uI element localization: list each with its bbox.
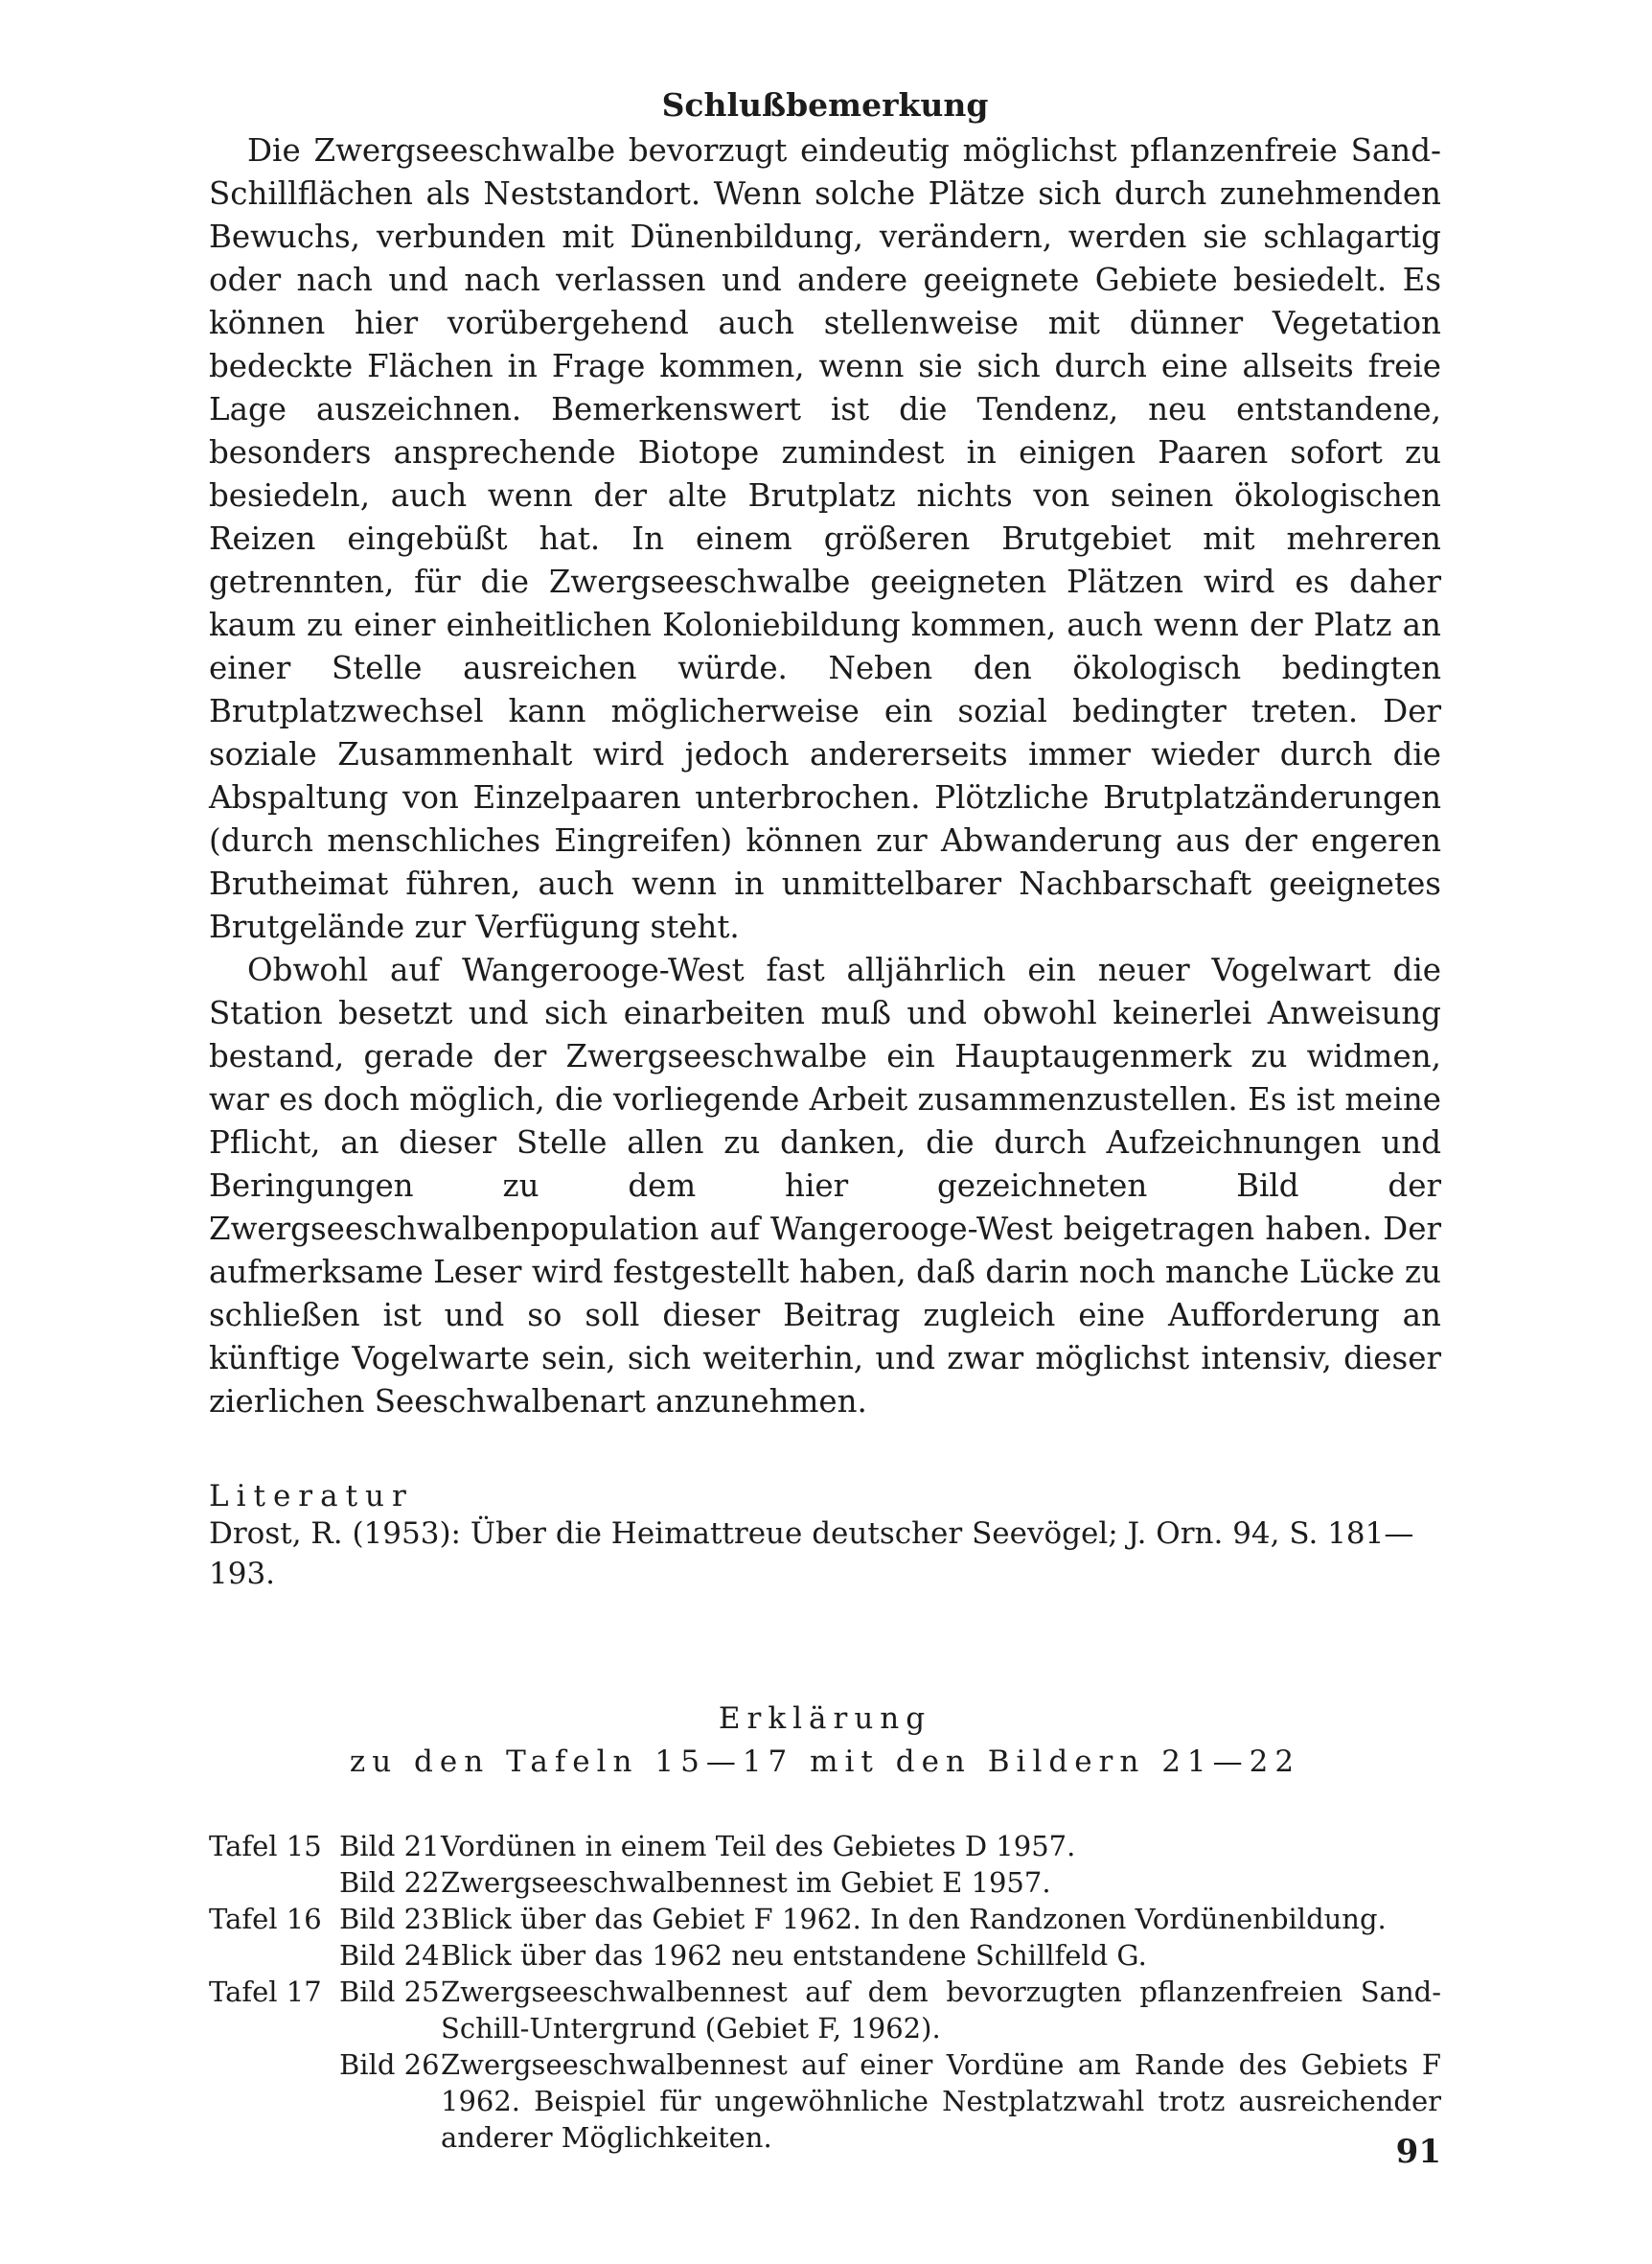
image-caption: Blick über das Gebiet F 1962. In den Randzonen Vordünenbildung.: [441, 1903, 1387, 1935]
plates-table: [209, 1828, 1441, 2156]
plate-row: [209, 1864, 1441, 1901]
page-body: [209, 86, 1441, 2156]
literature-entry: Drost, R. (1953): Über die Heimattreue deutscher Seevögel; J. Orn. 94, S. 181—193.: [209, 1516, 1414, 1591]
plate-label: [209, 2046, 339, 2156]
plate-row: [209, 1901, 1441, 1937]
explanation-heading: [209, 1698, 1441, 1784]
plate-label: Tafel 15: [209, 1830, 322, 1862]
section-heading: Schlußbemerkung: [661, 86, 989, 124]
image-label: Bild 25: [339, 1975, 440, 2008]
paragraph-conclusion: Die Zwergseeschwalbe bevorzugt eindeutig möglichst pflanzenfreie Sand-Schillflächen als Neststandort. Wenn solche Plätze sich durch zunehmenden Bewuchs, verbunden mit Dünenbildung, verändern, werden sie schlagartig oder nach und nach verlassen und andere geeignete Gebiete besiedelt. Es können hier vorübergehend auch stellenweise mit dünner Vegetation bedeckte Flächen in Frage kommen, wenn sie sich durch eine allseits freie Lage auszeichnen. Bemerkenswert ist die Tendenz, neu entstandene, besonders ansprechende Biotope zumindest in einigen Paaren sofort zu besiedeln, auch wenn der alte Brutplatz nichts von seinen ökologischen Reizen eingebüßt hat. In einem größeren Brutgebiet mit mehreren getrennten, für die Zwergseeschwalbe geeigneten Plätzen wird es daher kaum zu einer einheitlichen Koloniebildung kommen, auch wenn der Platz an einer Stelle ausreichen würde. Neben den ökologisch bedingten Brutplatzwechsel kann möglicherweise ein sozial bedingter treten. Der soziale Zusammenhalt wird jedoch andererseits immer wieder durch die Abspaltung von Einzelpaaren unterbrochen. Plötzliche Brutplatzänderungen (durch menschliches Eingreifen) können zur Abwanderung aus der engeren Brutheimat führen, auch wenn in unmittelbarer Nachbarschaft geeignetes Brutgelände zur Verfügung steht.: [209, 132, 1441, 945]
explanation-title: Erklärung: [718, 1701, 932, 1736]
plate-label: Tafel 16: [209, 1903, 322, 1935]
plate-row: [209, 2046, 1441, 2156]
plate-label: [209, 1864, 339, 1901]
literature-heading: Literatur: [209, 1479, 414, 1513]
paragraph-acknowledgement: Obwohl auf Wangerooge-West fast alljährlich ein neuer Vogelwart die Station besetzt und sich einarbeiten muß und obwohl keinerlei Anweisung bestand, gerade der Zwergseeschwalbe ein Hauptaugenmerk zu widmen, war es doch möglich, die vorliegende Arbeit zusammenzustellen. Es ist meine Pflicht, an dieser Stelle allen zu danken, die durch Aufzeichnungen und Beringungen zu dem hier gezeichneten Bild der Zwergseeschwalbenpopulation auf Wangerooge-West beigetragen haben. Der aufmerksame Leser wird festgestellt haben, daß darin noch manche Lücke zu schließen ist und so soll dieser Beitrag zugleich eine Aufforderung an künftige Vogelwarte sein, sich weiterhin, und zwar möglichst intensiv, dieser zierlichen Seeschwalbenart anzunehmen.: [209, 952, 1441, 1420]
plate-label: Tafel 17: [209, 1975, 322, 2008]
image-label: Bild 21: [339, 1830, 440, 1862]
image-label: Bild 23: [339, 1903, 440, 1935]
image-caption: Zwergseeschwalbennest auf einer Vordüne am Rande des Gebiets F 1962. Beispiel für ungewöhnliche Nestplatzwahl trotz ausreichender anderer Möglichkeiten.: [441, 2048, 1441, 2154]
image-caption: Zwergseeschwalbennest im Gebiet E 1957.: [441, 1866, 1051, 1899]
image-label: Bild 26: [339, 2048, 440, 2081]
explanation-subtitle: zu den Tafeln 15—17 mit den Bildern 21—22: [349, 1744, 1301, 1779]
image-caption: Vordünen in einem Teil des Gebietes D 1957.: [441, 1830, 1076, 1862]
plate-row: [209, 1828, 1441, 1864]
image-label: Bild 24: [339, 1939, 440, 1972]
image-caption: Zwergseeschwalbennest auf dem bevorzugten pflanzenfreien Sand-Schill-Untergrund (Gebiet F, 1962).: [441, 1975, 1441, 2045]
page-number: 91: [1395, 2133, 1441, 2171]
plate-row: [209, 1937, 1441, 1974]
image-caption: Blick über das 1962 neu entstandene Schillfeld G.: [441, 1939, 1147, 1972]
image-label: Bild 22: [339, 1866, 440, 1899]
plate-row: [209, 1974, 1441, 2046]
plate-label: [209, 1937, 339, 1974]
